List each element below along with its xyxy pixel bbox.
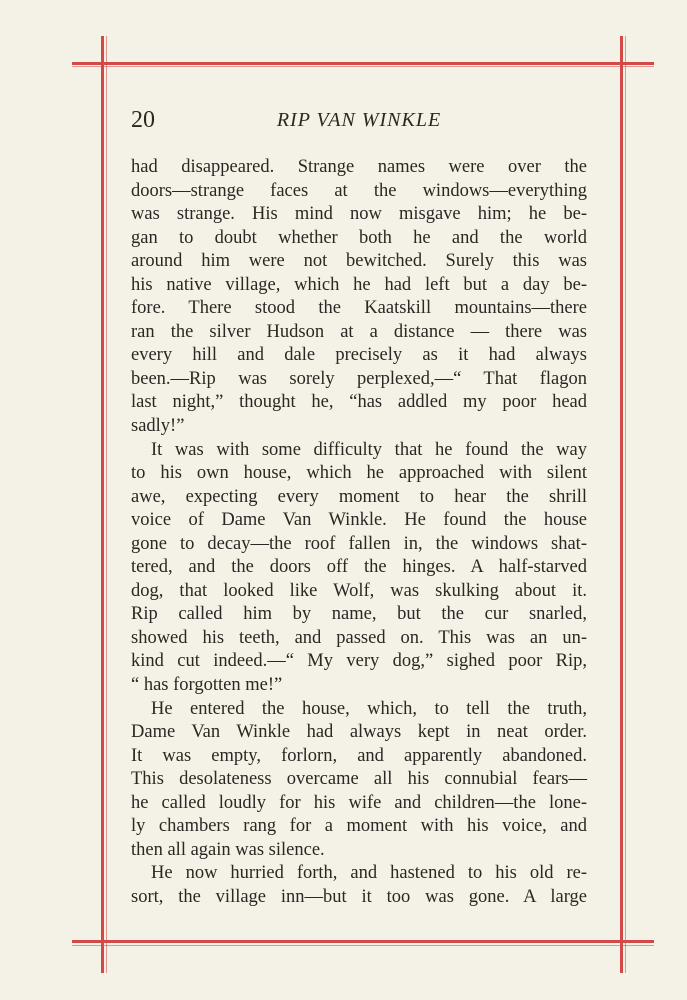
text-line: He now hurried forth, and hastened to his old re- [151,863,587,884]
text-line: voice of Dame Van Winkle. He found the house [131,510,587,531]
text-line: around him were not bewitched. Surely this was [131,251,587,272]
text-line: Dame Van Winkle had always kept in neat order. [131,722,587,743]
page-number: 20 [131,107,155,133]
page-header [131,107,587,139]
text-line: gone to decay—the roof fallen in, the windows shat- [131,533,587,554]
text-line: This desolateness overcame all his connubial fears— [131,769,587,790]
text-line: gan to doubt whether both he and the world [131,227,587,248]
text-line: Rip called him by name, but the cur snarled, [131,604,587,625]
text-line: kind cut indeed.—“ My very dog,” sighed poor Rip, [131,651,587,672]
bottom-border-rule-inner [72,945,654,946]
text-line: had disappeared. Strange names were over the [131,157,587,177]
text-line: then all again was silence. [131,839,325,860]
text-line: doors—strange faces at the windows—everything [131,180,587,201]
text-line: was strange. His mind now misgave him; he be- [131,204,587,225]
text-line: to his own house, which he approached with silent [131,463,587,484]
text-line: he called loudly for his wife and children—the lone- [131,792,587,813]
text-line: dog, that looked like Wolf, was skulking about it. [131,580,587,601]
top-border-rule [72,62,654,65]
text-line: It was with some difficulty that he found the way [151,439,587,460]
text-line: sadly!” [131,416,185,437]
body-text [131,156,587,910]
text-line: been.—Rip was sorely perplexed,—“ That flagon [131,368,587,389]
text-line: ly chambers rang for a moment with his voice, and [131,816,587,837]
text-line: “ has forgotten me!” [131,675,283,696]
text-line: sort, the village inn—but it too was gone. A large [131,886,587,907]
right-border-rule-inner [625,36,626,973]
text-line: fore. There stood the Kaatskill mountains—there [131,298,587,319]
text-line: tered, and the doors off the hinges. A half-starved [131,557,587,578]
text-line: showed his teeth, and passed on. This was an un- [131,627,587,648]
running-title: RIP VAN WINKLE [276,109,442,131]
text-line: It was empty, forlorn, and apparently abandoned. [131,745,587,766]
text-line: last night,” thought he, “has addled my poor head [131,392,587,413]
text-line: every hill and dale precisely as it had always [131,345,587,366]
left-border-rule-inner [106,36,107,973]
text-line: ran the silver Hudson at a distance — there was [131,321,587,342]
text-line: awe, expecting every moment to hear the shrill [131,486,587,507]
right-border-rule [620,36,623,973]
bottom-border-rule [72,940,654,943]
text-line: He entered the house, which, to tell the truth, [151,698,587,719]
text-line: his native village, which he had left but a day be- [131,274,587,295]
left-border-rule [101,36,104,973]
top-border-rule-inner [72,66,654,67]
